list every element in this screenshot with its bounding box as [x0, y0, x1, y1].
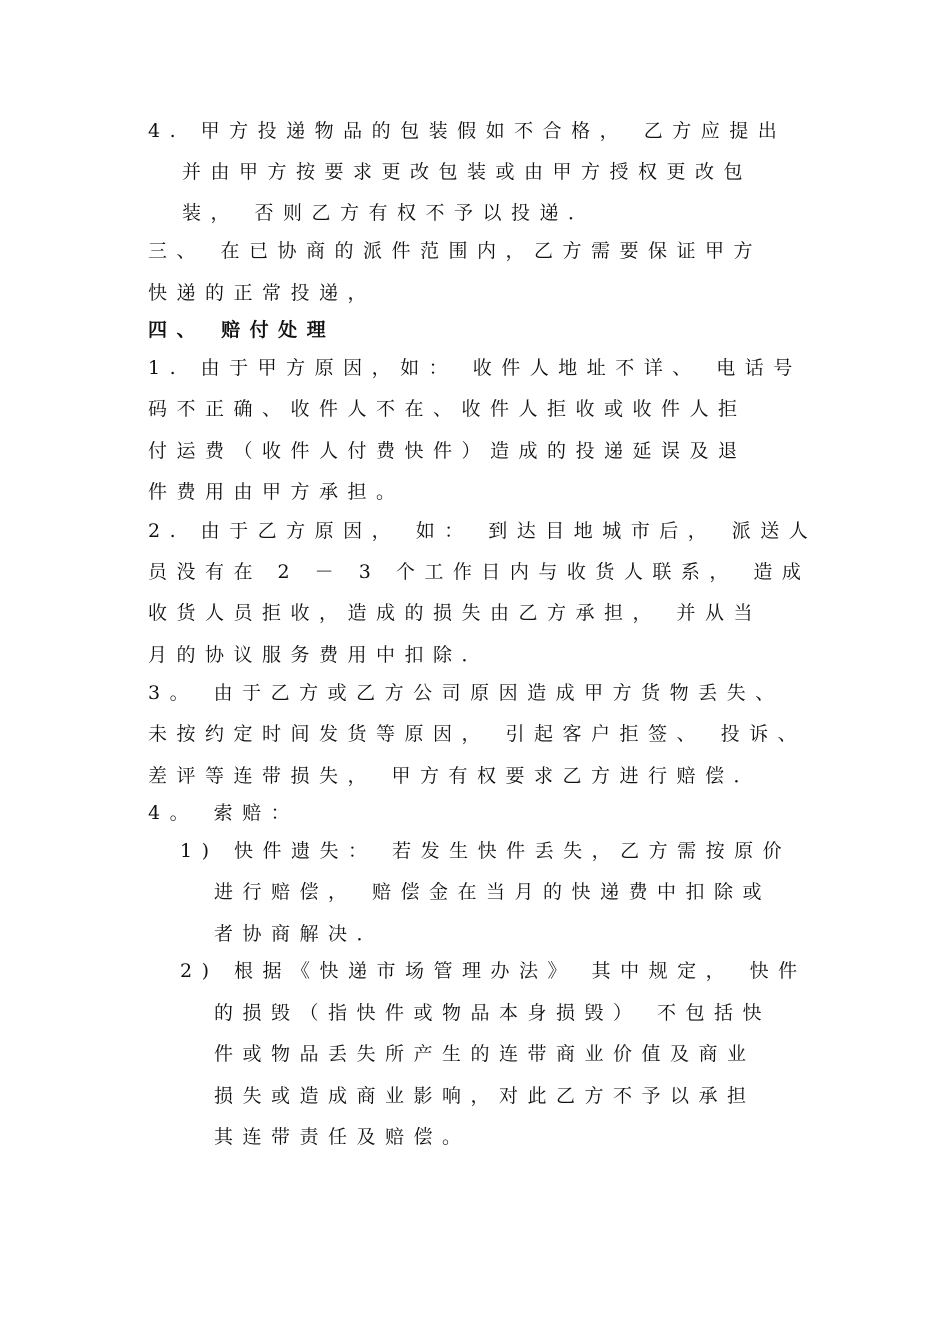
section-3-line-1: 三、 在已协商的派件范围内，乙方需要保证甲方 — [148, 240, 763, 262]
sub-1-line-3: 者协商解决． — [214, 923, 386, 945]
sub-1-line-1: 1) 快件遗失： 若发生快件丢失，乙方需按原价 — [180, 840, 792, 862]
item-1-line-4: 件费用由甲方承担。 — [148, 481, 405, 503]
item-1-line-2: 码不正确、收件人不在、收件人拒收或收件人拒 — [148, 398, 747, 420]
item-3-line-3: 差评等连带损失， 甲方有权要求乙方进行赔偿． — [148, 765, 763, 787]
item-3-line-1: 3。 由于乙方或乙方公司原因造成甲方货物丢失、 — [148, 682, 784, 704]
section-4-heading: 四、 赔付处理 — [148, 319, 336, 341]
item-2-line-3: 收货人员拒收，造成的损失由乙方承担， 并从当 — [148, 602, 763, 624]
clause-4-line-3: 装， 否则乙方有权不予以投递． — [182, 202, 597, 224]
sub-2-line-1: 2) 根据《快递市场管理办法》 其中规定， 快件 — [180, 960, 807, 982]
sub-2-line-5: 其连带责任及赔偿。 — [214, 1126, 471, 1148]
clause-4-line-2: 并由甲方按要求更改包装或由甲方授权更改包 — [182, 161, 753, 183]
item-3-line-2: 未按约定时间发货等原因， 引起客户拒签、 投诉、 — [148, 723, 807, 745]
item-1-line-1: 1. 由于甲方原因，如： 收件人地址不详、 电话号 — [148, 357, 802, 379]
item-2-line-2: 员没有在 2 － 3 个工作日内与收货人联系， 造成 — [148, 561, 811, 583]
item-2-line-1: 2. 由于乙方原因， 如： 到达目地城市后， 派送人 — [148, 520, 818, 542]
item-4-heading: 4。 索赔： — [148, 802, 300, 824]
item-1-line-3: 付运费（收件人付费快件）造成的投递延误及退 — [148, 440, 747, 462]
sub-1-line-2: 进行赔偿， 赔偿金在当月的快递费中扣除或 — [214, 881, 772, 903]
sub-2-line-4: 损失或造成商业影响，对此乙方不予以承担 — [214, 1085, 756, 1107]
clause-4-line-1: 4. 甲方投递物品的包装假如不合格， 乙方应提出 — [148, 120, 787, 142]
sub-2-line-2: 的损毁（指快件或物品本身损毁） 不包括快 — [214, 1002, 772, 1024]
section-3-line-2: 快递的正常投递， — [148, 282, 377, 304]
sub-2-line-3: 件或物品丢失所产生的连带商业价值及商业 — [214, 1043, 756, 1065]
item-2-line-4: 月的协议服务费用中扣除． — [148, 644, 491, 666]
